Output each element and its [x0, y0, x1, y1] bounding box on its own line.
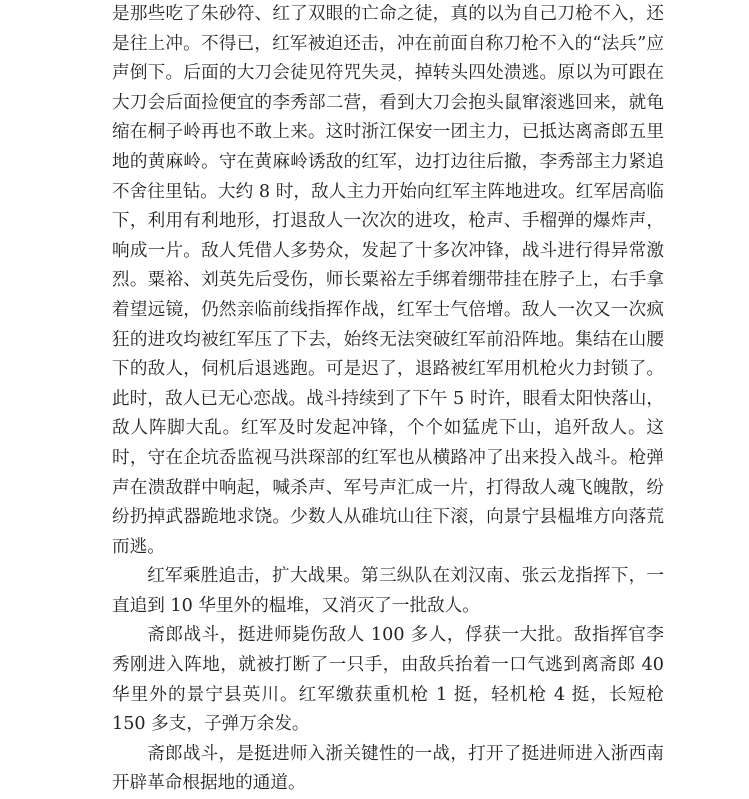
paragraph-4: 斋郎战斗，是挺进师入浙关键性的一战，打开了挺进师进入浙西南开辟革命根据地的通道。: [112, 743, 664, 794]
document-page: [112, 0, 664, 799]
paragraph-1-continued: 是那些吃了朱砂符、红了双眼的亡命之徒，真的以为自己刀枪不入，还是往上冲。不得已，红军被迫还击，冲在前面自称刀枪不入的“法兵”应声倒下。后面的大刀会徒见符咒失灵，掉转头四处溃逃。原以为可跟在大刀会后面捡便宜的李秀部二营，看到大刀会抱头鼠窜滚逃回来，就龟缩在桐子岭再也不敢上来。这时浙江保安一团主力，已抵达离斋郎五里地的黄麻岭。守在黄麻岭诱敌的红军，边打边往后撤，李秀部主力紧追不舍往里钻。大约 8 时，敌人主力开始向红军主阵地进攻。红军居高临下，利用有利地形，打退敌人一次次的进攻，枪声、手榴弹的爆炸声，响成一片。敌人凭借人多势众，发起了十多次冲锋，战斗进行得异常激烈。粟裕、刘英先后受伤，师长粟裕左手绑着绷带挂在脖子上，右手拿着望远镜，仍然亲临前线指挥作战，红军士气倍增。敌人一次又一次疯狂的进攻均被红军压了下去，始终无法突破红军前沿阵地。集结在山腰下的敌人，伺机后退逃跑。可是迟了，退路被红军用机枪火力封锁了。此时，敌人已无心恋战。战斗持续到了下午 5 时许，眼看太阳快落山，敌人阵脚大乱。红军及时发起冲锋，个个如猛虎下山，追歼敌人。这时，守在企坑岙监视马洪琛部的红军也从横路冲了出来投入战斗。枪弹声在溃敌群中响起，喊杀声、军号声汇成一片，打得敌人魂飞魄散，纷纷扔掉武器跪地求饶。少数人从碓坑山往下滚，向景宁县榅堆方向落荒而逃。: [112, 4, 664, 557]
paragraph-3: 斋郎战斗，挺进师毙伤敌人 100 多人，俘获一大批。敌指挥官李秀刚进入阵地，就被打断了一只手，由敌兵抬着一口气逃到离斋郎 40 华里外的景宁县英川。红军缴获重机枪 1 挺，轻机枪 4 挺，长短枪 150 多支，子弹万余发。: [112, 625, 664, 735]
paragraph-2: 红军乘胜追击，扩大战果。第三纵队在刘汉南、张云龙指挥下，一直追到 10 华里外的榅堆，又消灭了一批敌人。: [112, 566, 664, 616]
